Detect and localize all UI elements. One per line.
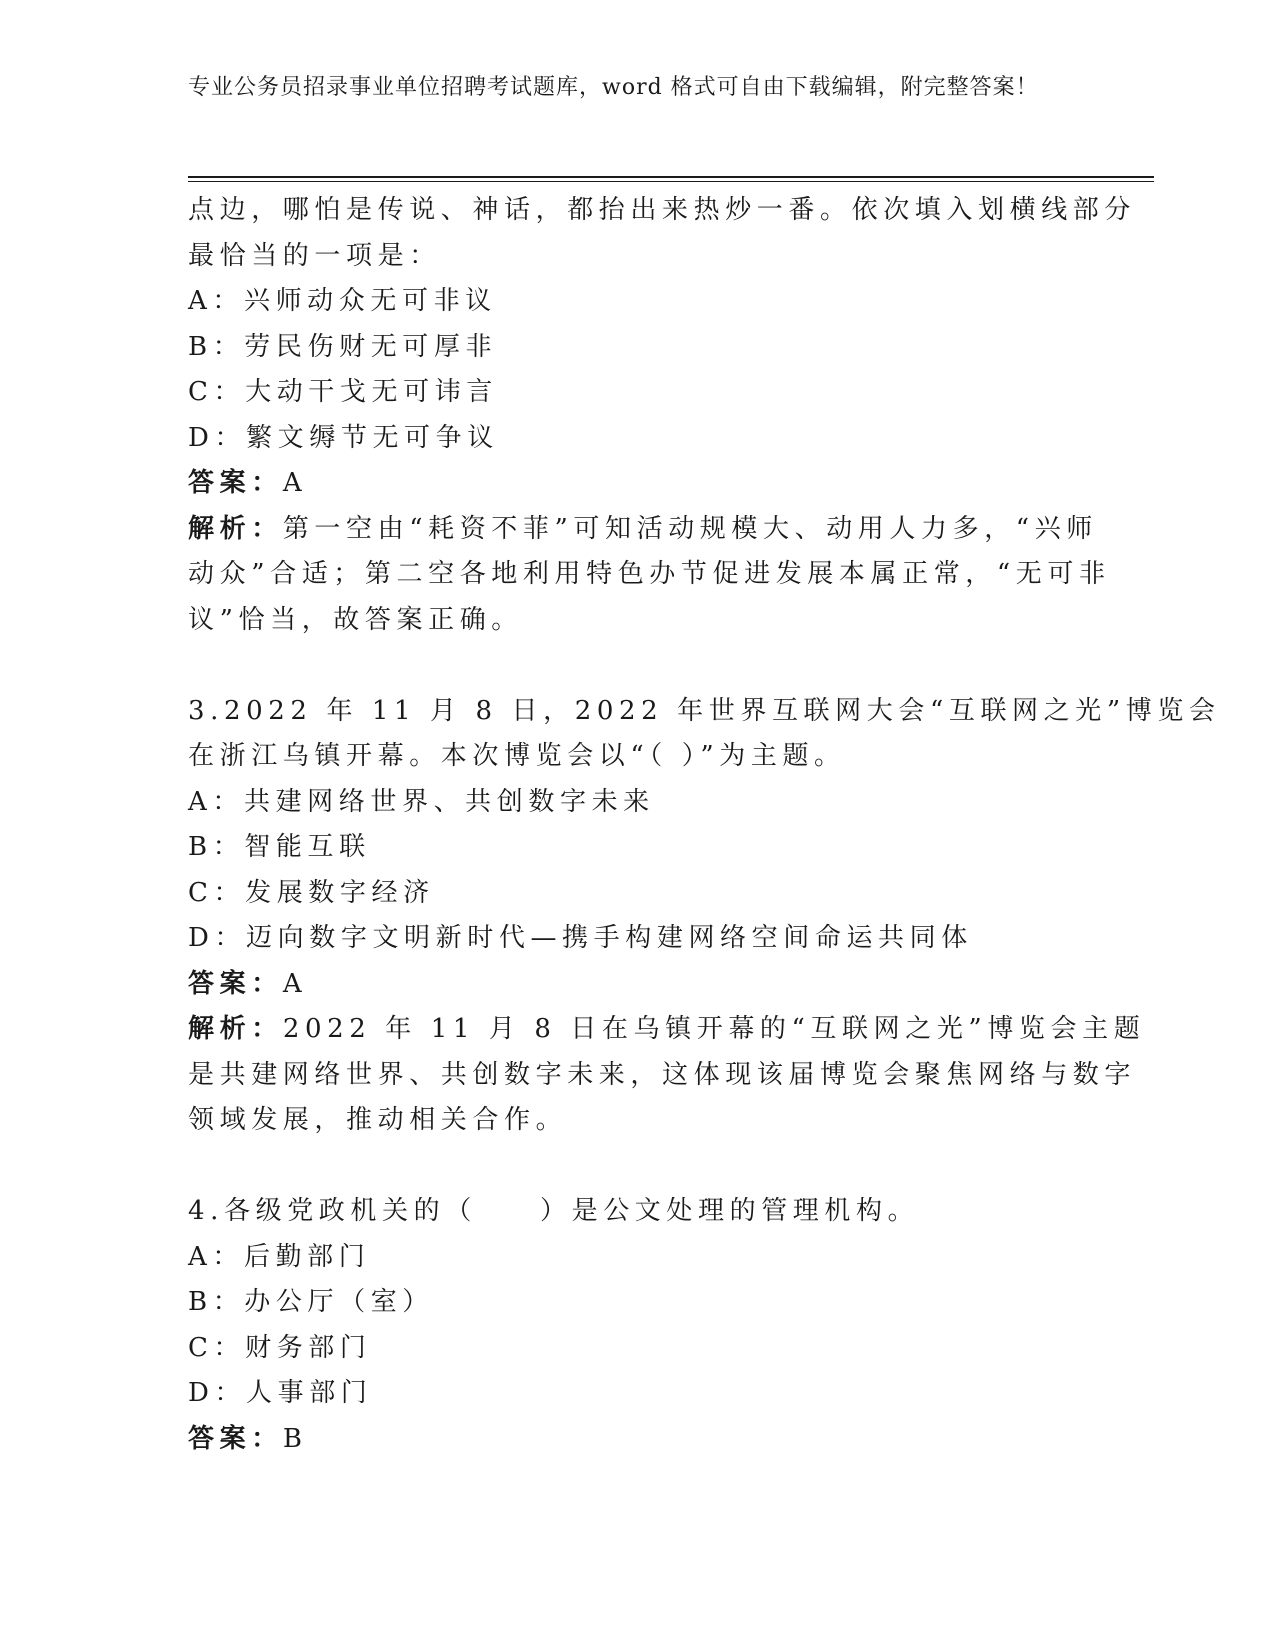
option-a: A：兴师动众无可非议 bbox=[188, 286, 497, 316]
option-b: B：办公厅（室） bbox=[188, 1287, 434, 1317]
option-a: A：后勤部门 bbox=[188, 1241, 371, 1272]
spacer bbox=[188, 1144, 1058, 1190]
option-a: A：共建网络世界、共创数字未来 bbox=[188, 786, 655, 817]
analysis-line: 议”恰当，故答案正确。 bbox=[188, 604, 523, 635]
answer-value: B bbox=[282, 1423, 308, 1454]
answer-line bbox=[188, 461, 1058, 507]
analysis-text: 2022 年 11 月 8 日在乌镇开幕的“互联网之光”博览会主题 bbox=[282, 1014, 1146, 1044]
question-stem-line: 在浙江乌镇开幕。本次博览会以“（ ）”为主题。 bbox=[188, 741, 846, 771]
analysis-line bbox=[188, 507, 1098, 553]
option-c: C：财务部门 bbox=[188, 1332, 372, 1363]
option-c: C：发展数字经济 bbox=[188, 877, 435, 908]
question-stem-line: 4.各级党政机关的（ ）是公文处理的管理机构。 bbox=[188, 1196, 920, 1226]
question-2-tail bbox=[188, 188, 1137, 643]
document-body bbox=[188, 188, 1221, 1462]
option-d: D：迈向数字文明新时代—携手构建网络空间命运共同体 bbox=[188, 923, 973, 953]
header-rule-thick bbox=[188, 176, 1154, 178]
answer-label: 答案： bbox=[188, 968, 283, 999]
analysis-line: 是共建网络世界、共创数字未来，这体现该届博览会聚焦网络与数字 bbox=[188, 1059, 1137, 1090]
page-header-text: 专业公务员招录事业单位招聘考试题库，word 格式可自由下载编辑，附完整答案！ bbox=[188, 75, 1039, 100]
spacer bbox=[188, 643, 1058, 689]
answer-value: A bbox=[282, 468, 308, 498]
answer-value: A bbox=[282, 968, 308, 999]
option-c: C：大动干戈无可讳言 bbox=[188, 377, 498, 407]
answer-label: 答案： bbox=[188, 468, 283, 498]
analysis-line: 领域发展，推动相关合作。 bbox=[188, 1105, 568, 1135]
analysis-line: 动众”合适；第二空各地利用特色办节促进发展本属正常，“无可非 bbox=[188, 559, 1111, 589]
question-stem-line: 最恰当的一项是： bbox=[188, 240, 441, 271]
analysis-text: 第一空由“耗资不菲”可知活动规模大、动用人力多，“兴师 bbox=[282, 513, 1098, 544]
question-stem-line: 3.2022 年 11 月 8 日，2022 年世界互联网大会“互联网之光”博览会 bbox=[188, 695, 1221, 726]
question-4 bbox=[188, 1189, 1058, 1462]
question-3 bbox=[188, 689, 1221, 1144]
answer-line bbox=[188, 1417, 1058, 1463]
question-stem-line: 点边，哪怕是传说、神话，都抬出来热炒一番。依次填入划横线部分 bbox=[188, 195, 1137, 225]
answer-label: 答案： bbox=[188, 1423, 283, 1454]
option-d: D：人事部门 bbox=[188, 1378, 373, 1408]
analysis-label: 解析： bbox=[188, 1014, 283, 1044]
option-d: D：繁文缛节无可争议 bbox=[188, 422, 499, 453]
header-rule-thin bbox=[188, 181, 1154, 182]
option-b: B：智能互联 bbox=[188, 832, 371, 862]
answer-line bbox=[188, 962, 1058, 1008]
option-b: B：劳民伤财无可厚非 bbox=[188, 331, 498, 362]
analysis-label: 解析： bbox=[188, 513, 283, 544]
analysis-line bbox=[188, 1007, 1146, 1053]
